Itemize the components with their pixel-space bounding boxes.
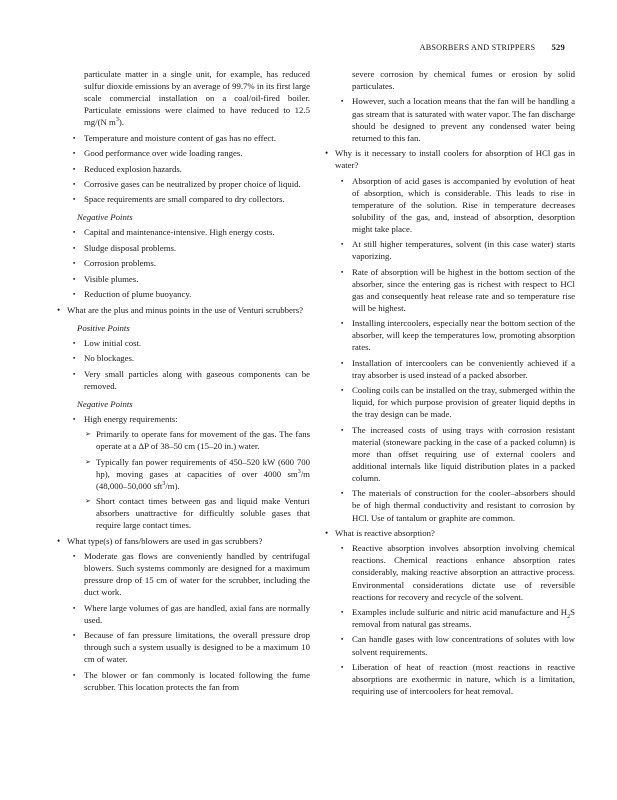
page-number: 529 <box>551 42 565 52</box>
list-item: ▪ Can handle gases with low concentrations of solutes with low solvent requirements. <box>341 634 575 657</box>
list-item: ▪ Installing intercoolers, especially near the bottom section of the absorber, will keep the temperatures low, promoting absorption rates. <box>341 318 575 353</box>
bullet-icon: ▪ <box>73 339 76 347</box>
bullet-icon: ▪ <box>73 180 76 188</box>
list-item: ▪ Liberation of heat of reaction (most reactions in reactive absorptions are exothermic in nature, which is a limitation, requiring use of intercoolers for heat removal. <box>341 661 575 697</box>
question-bullet-icon: • <box>57 304 61 315</box>
list-item: ▪ Very small particles along with gaseous components can be removed. <box>73 368 310 391</box>
question-item: • What is reactive absorption? <box>325 527 435 538</box>
question-item: • Why is it necessary to install coolers for absorption of HCl gas in water? <box>325 148 575 171</box>
bullet-icon: ▪ <box>73 370 76 378</box>
bullet-icon: ▪ <box>73 229 76 237</box>
bullet-icon: ▪ <box>341 177 344 185</box>
list-item: ▪ Reduced explosion hazards. <box>57 163 310 175</box>
bullet-icon: ▪ <box>341 320 344 328</box>
list-item: ▪ Installation of intercoolers can be conveniently achieved if a tray absorber is used instead of a packed absorber. <box>341 357 575 380</box>
list-item: ▪ The blower or fan commonly is located following the fume scrubber. This location protects the fan from <box>73 669 310 692</box>
subheading-positive-points: Positive Points <box>77 322 130 333</box>
list-item: ▪ Where large volumes of gas are handled, axial fans are normally used. <box>73 602 310 625</box>
arrow-icon: ➢ <box>85 497 91 506</box>
continued-paragraph: particulate matter in a single unit, for example, has reduced sulfur dioxide emissions by an average of 99.7% in its first large scale commercial installation on a coal/oil-fired boiler. Particulate emissions were claimed to have reduced to 12.5 mg/(N $m^3$). <box>84 69 310 128</box>
list-item: ▪ Reduction of plume buoyancy. <box>57 288 310 300</box>
list-item: ▪ High energy requirements: <box>57 413 310 425</box>
bullet-icon: ▪ <box>341 359 344 367</box>
question-bullet-icon: • <box>57 535 61 546</box>
bullet-icon: ▪ <box>73 165 76 173</box>
bullet-icon: ▪ <box>73 415 76 423</box>
continued-paragraph: severe corrosion by chemical fumes or erosion by solid particulates. <box>352 69 575 92</box>
question-item: • What type(s) of fans/blowers are used in gas scrubbers? <box>57 535 263 546</box>
bullet-icon: ▪ <box>73 150 76 158</box>
list-item: ▪ Low initial cost. <box>57 337 310 349</box>
bullet-icon: ▪ <box>73 260 76 268</box>
list-item: ▪ Space requirements are small compared to dry collectors. <box>57 193 310 205</box>
list-item: ▪ Temperature and moisture content of gas has no effect. <box>57 132 310 144</box>
running-title: ABSORBERS AND STRIPPERS <box>419 43 536 52</box>
list-item: ▪ Moderate gas flows are conveniently handled by centrifugal blowers. Such systems commonly are designed for a maximum pressure drop of 15 cm of water for the scrubber, including the duct work. <box>73 551 310 598</box>
sub-list-item: ➢ Primarily to operate fans for movement of the gas. The fans operate at a ΔP of 38–50 cm (15–20 in.) water. <box>85 429 310 452</box>
list-item: ▪ Cooling coils can be installed on the tray, submerged within the liquid, for which purpose provision of greater liquid depths in the tray design can be made. <box>341 385 575 420</box>
bullet-icon: ▪ <box>73 671 76 679</box>
bullet-icon: ▪ <box>73 355 76 363</box>
bullet-icon: ▪ <box>341 387 344 395</box>
bullet-icon: ▪ <box>341 663 344 671</box>
right-column <box>325 68 575 701</box>
list-item: ▪ Sludge disposal problems. <box>57 242 310 254</box>
list-item: ▪ The materials of construction for the cooler–absorbers should be of high thermal conductivity and resistant to corrosion by HCl. Use of tantalum or graphite are common. <box>341 488 575 523</box>
list-item: ▪ Absorption of acid gases is accompanied by evolution of heat of absorption, which is considerable. This leads to rise in temperature of the solution. Rise in temperature decreases solubility of the gas, and, instead of absorption, desorption might take place. <box>341 175 575 234</box>
bullet-icon: ▪ <box>73 604 76 612</box>
bullet-icon: ▪ <box>73 196 76 204</box>
list-item: ▪ Rate of absorption will be highest in the bottom section of the absorber, since the entering gas is richest with respect to HCl gas and consequently heat release rate and so temperature rise will be highest. <box>341 266 575 313</box>
sub-list-item: ➢ Typically fan power requirements of 450–520 kW (600 700 hp), moving gases at capacities of over 4000 $sm^3/m$ (48,000–50,000 sft$^3$/m). <box>85 456 310 491</box>
list-item: ▪ Capital and maintenance-intensive. High energy costs. <box>57 226 310 238</box>
left-column <box>57 68 310 696</box>
list-item: ▪ Visible plumes. <box>57 273 310 285</box>
list-item: ▪ Corrosion problems. <box>57 257 310 269</box>
arrow-icon: ➢ <box>85 430 91 439</box>
bullet-icon: ▪ <box>73 291 76 299</box>
subheading-negative-points: Negative Points <box>77 212 133 223</box>
list-item: ▪ Good performance over wide loading ranges. <box>57 147 310 159</box>
subheading-negative-points: Negative Points <box>77 398 133 409</box>
bullet-icon: ▪ <box>73 244 76 252</box>
question-bullet-icon: • <box>325 527 329 538</box>
bullet-icon: ▪ <box>341 545 344 553</box>
bullet-icon: ▪ <box>341 636 344 644</box>
bullet-icon: ▪ <box>341 490 344 498</box>
bullet-icon: ▪ <box>341 426 344 434</box>
list-item: ▪ Because of fan pressure limitations, the overall pressure drop through such a system usually is designed to be a maximum 10 cm of water. <box>73 630 310 665</box>
list-item: ▪ However, such a location means that the fan will be handling a gas stream that is saturated with water vapor. The fan discharge should be designed to prevent any condensed water being returned to this fan. <box>341 96 575 143</box>
bullet-icon: ▪ <box>341 98 344 106</box>
running-header <box>40 42 565 52</box>
question-item: • What are the plus and minus points in the use of Venturi scrubbers? <box>57 304 304 315</box>
bullet-icon: ▪ <box>73 275 76 283</box>
bullet-icon: ▪ <box>341 241 344 249</box>
bullet-icon: ▪ <box>341 609 344 616</box>
sub-list-item: ➢ Short contact times between gas and liquid make Venturi absorbers unattractive for difficultly soluble gases that require large contact times. <box>85 496 310 531</box>
bullet-icon: ▪ <box>341 268 344 276</box>
bullet-icon: ▪ <box>73 632 76 640</box>
bullet-icon: ▪ <box>73 134 76 142</box>
question-bullet-icon: • <box>325 148 329 159</box>
bullet-icon: ▪ <box>73 553 76 561</box>
list-item: ▪ The increased costs of using trays with corrosion resistant material (stoneware packing in the case of a packed column) is more than offset requiring use of external coolers and additional internals like liquid distribution plates in a packed column. <box>341 424 575 483</box>
list-item: ▪ Reactive absorption involves absorption involving chemical reactions. Chemical reactions enhance absorption rates considerably, making reactive absorption an attractive process. Environmental considerations dictate use of reversible reactions for recovery and recycle of the solvent. <box>341 543 575 602</box>
list-item: ▪ No blockages. <box>57 352 310 364</box>
arrow-icon: ➢ <box>85 457 91 466</box>
list-item: ▪ At still higher temperatures, solvent (in this case water) starts vaporizing. <box>341 239 575 262</box>
list-item: ▪ Examples include sulfuric and nitric acid manufacture and $H_2S$ removal from natural gas streams. <box>341 607 575 630</box>
list-item: ▪ Corrosive gases can be neutralized by proper choice of liquid. <box>57 178 310 190</box>
